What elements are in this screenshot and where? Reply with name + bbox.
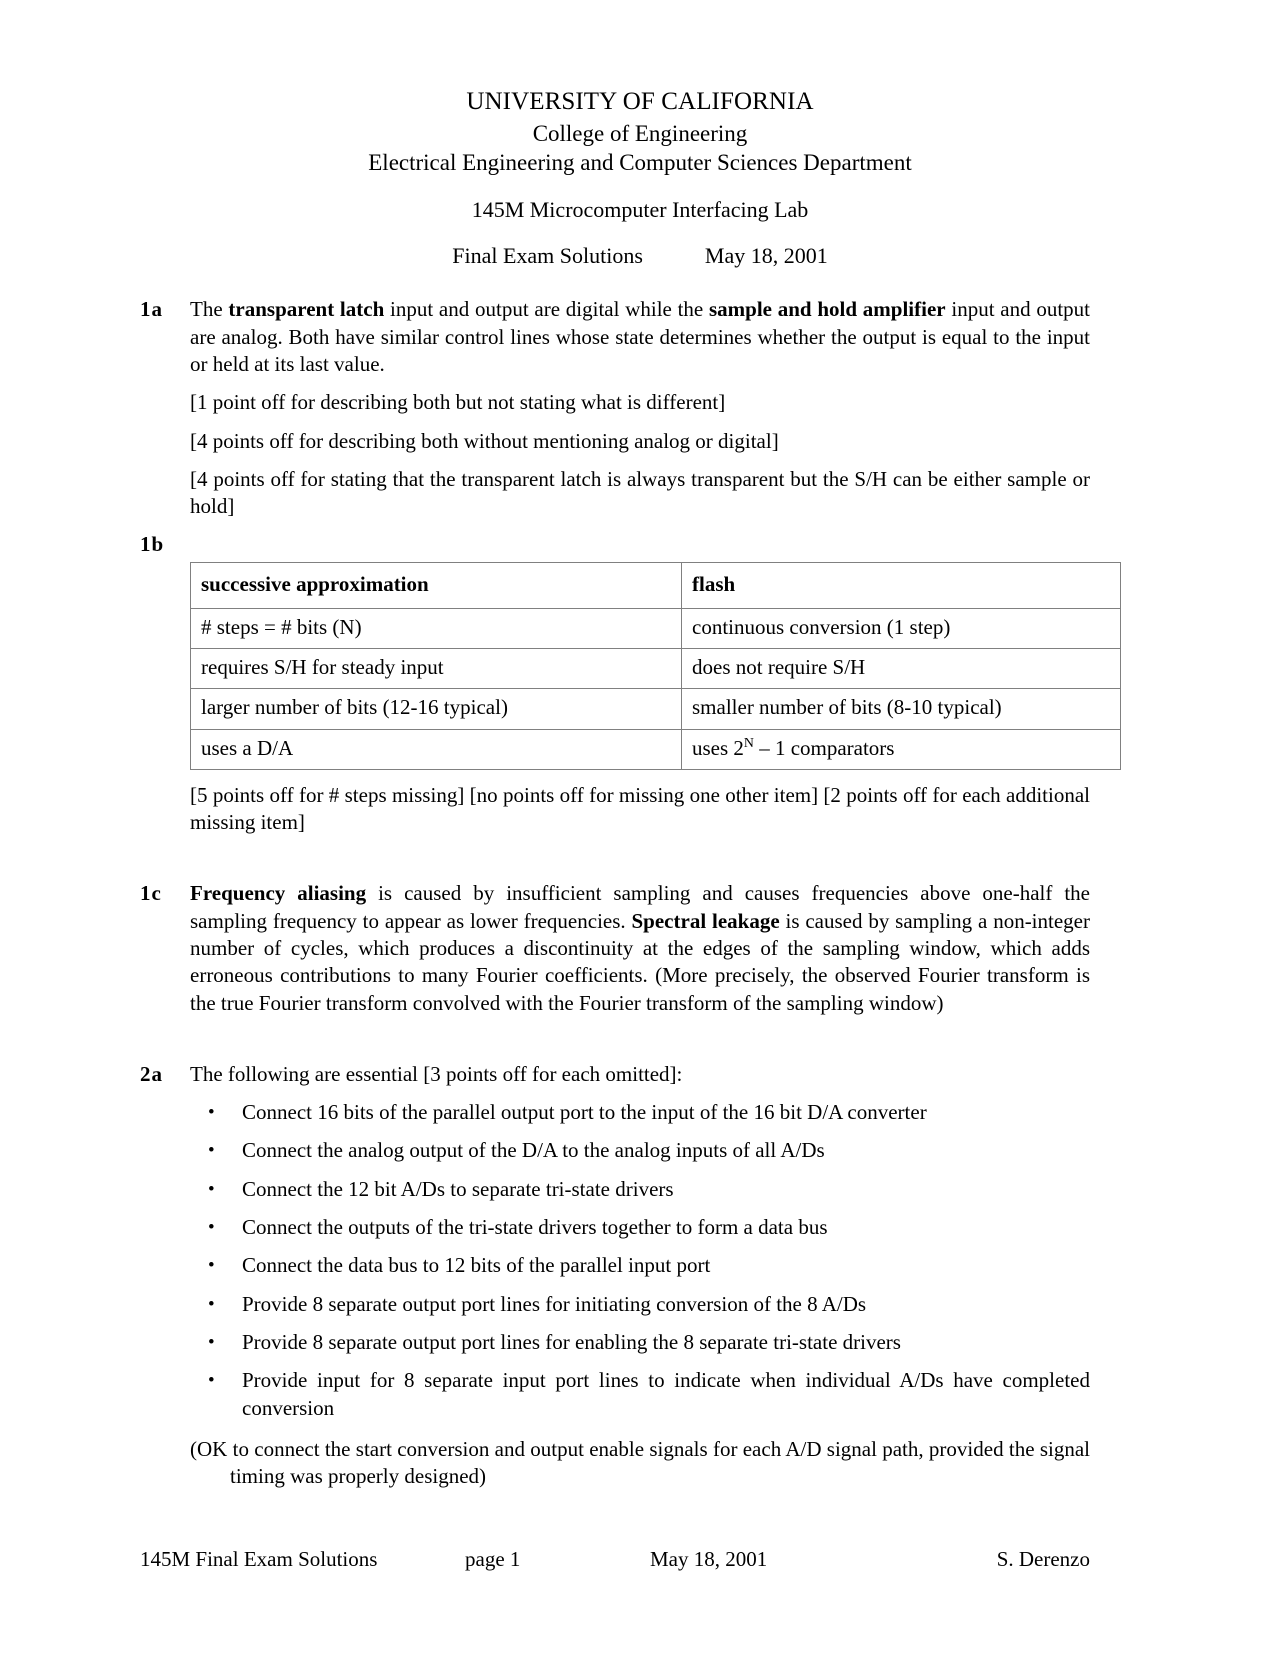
list-item [190, 1099, 1090, 1126]
list-item-text: Connect the analog output of the D/A to the analog inputs of all A/Ds [242, 1138, 825, 1163]
question-1a-answer [190, 296, 1090, 378]
answer-text-1: The [190, 297, 229, 322]
header-college: College of Engineering [532, 120, 748, 146]
header-exam-line [0, 242, 1280, 271]
bullet-icon: • [208, 1140, 215, 1162]
question-2a-body [190, 1061, 1090, 1491]
question-2a-bullet-list [190, 1099, 1090, 1422]
comparison-table-wrapper [190, 562, 1078, 770]
answer-text-3: input and output are analog. Both have similar control lines whose state determines whether the output is equal to the input or held at its last value. [190, 297, 1091, 377]
question-1a [140, 296, 1090, 520]
table-cell-sh-flash: does not require S/H [682, 649, 1121, 689]
list-item-text: Provide 8 separate output port lines for initiating conversion of the 8 A/Ds [242, 1291, 867, 1316]
question-1c-body [190, 880, 1090, 1016]
bullet-icon: • [208, 1331, 215, 1353]
question-1b-label: 1b [140, 531, 165, 556]
comparators-prefix: uses 2 [692, 735, 744, 760]
list-item [190, 1329, 1090, 1356]
list-item [190, 1291, 1090, 1318]
list-item-text: Provide 8 separate output port lines for enabling the 8 separate tri-state drivers [242, 1329, 901, 1354]
question-1b-note: [5 points off for # steps missing] [no points off for missing one other item] [2 points off for each additional missing item] [190, 782, 1090, 835]
table-header-row [191, 562, 1121, 608]
question-1a-note-1: [1 point off for describing both but not stating what is different] [190, 390, 726, 415]
list-item [190, 1252, 1090, 1279]
question-1c-answer [190, 880, 1090, 1016]
table-cell-sh-sa: requires S/H for steady input [191, 649, 682, 689]
header-department: Electrical Engineering and Computer Sciences Department [368, 150, 912, 176]
question-2a-closing-note-text: (OK to connect the start conversion and output enable signals for each A/D signal path, provided the signal timing was properly designed) [190, 1436, 1090, 1489]
table-row [191, 609, 1121, 649]
list-item-text: Provide input for 8 separate input port lines to indicate when individual A/Ds have completed conversion [242, 1368, 1090, 1420]
page-footer [140, 1547, 1090, 1572]
answer-bold-frequency-aliasing: Frequency aliasing [190, 881, 367, 906]
comparators-suffix: – 1 comparators [753, 735, 895, 760]
document-content [140, 270, 1090, 1490]
question-2a-intro: The following are essential [3 points off for each omitted]: [190, 1061, 683, 1086]
question-2a [140, 1061, 1090, 1491]
question-1c-label: 1c [140, 881, 162, 906]
list-item [190, 1137, 1090, 1164]
question-1a-label: 1a [140, 297, 163, 322]
header-university: UNIVERSITY OF CALIFORNIA [466, 88, 814, 115]
question-1a-body [190, 296, 1090, 520]
list-item [190, 1214, 1090, 1241]
list-item-text: Connect 16 bits of the parallel output port to the input of the 16 bit D/A converter [242, 1100, 927, 1125]
document-header [0, 0, 1280, 270]
footer-page-number: page 1 [465, 1547, 521, 1571]
table-row [191, 649, 1121, 689]
table-cell-da-sa: uses a D/A [191, 729, 682, 769]
answer-text-leakage: is caused by sampling a non-integer number of cycles, which produces a discontinuity at the edges of the sampling window, which adds erroneous contributions to many Fourier coefficients. (More precisely, the observed Fourier transform is the true Fourier transform convolved with the Fourier transform of the sampling window) [190, 908, 1090, 1015]
list-item [190, 1176, 1090, 1203]
answer-text-2: input and output are digital while the [384, 297, 709, 322]
answer-bold-spectral-leakage: Spectral leakage [631, 908, 780, 933]
bullet-icon: • [208, 1178, 215, 1200]
answer-text-aliasing: is caused by insufficient sampling and causes frequencies above one-half the sampling frequency to appear as lower frequencies. [190, 881, 1090, 933]
bullet-icon: • [208, 1293, 215, 1315]
list-item-text: Connect the 12 bit A/Ds to separate tri-state drivers [242, 1176, 674, 1201]
question-1c [140, 880, 1090, 1016]
bullet-icon: • [208, 1255, 215, 1277]
table-header-successive-approximation: successive approximation [191, 562, 682, 608]
footer-title: 145M Final Exam Solutions [140, 1547, 378, 1571]
comparison-table [190, 562, 1121, 770]
header-exam-title: Final Exam Solutions [452, 242, 643, 268]
list-item-text: Connect the outputs of the tri-state drivers together to form a data bus [242, 1215, 828, 1240]
bullet-icon: • [208, 1370, 215, 1392]
table-cell-comparators-flash [682, 729, 1121, 769]
list-item-text: Connect the data bus to 12 bits of the parallel input port [242, 1253, 711, 1278]
table-cell-bits-sa: larger number of bits (12-16 typical) [191, 689, 682, 729]
footer-author: S. Derenzo [996, 1547, 1090, 1571]
comparators-exponent: N [743, 734, 754, 750]
question-1a-note-3: [4 points off for stating that the transparent latch is always transparent but the S/H can be either sample or hold] [190, 466, 1090, 519]
table-cell-steps-flash: continuous conversion (1 step) [682, 609, 1121, 649]
table-row [191, 689, 1121, 729]
table-header-flash: flash [682, 562, 1121, 608]
footer-date: May 18, 2001 [650, 1547, 768, 1571]
header-course: 145M Microcomputer Interfacing Lab [471, 197, 809, 223]
question-2a-label: 2a [140, 1061, 163, 1086]
table-row [191, 729, 1121, 769]
header-exam-date: May 18, 2001 [704, 242, 828, 268]
list-item [190, 1367, 1090, 1422]
answer-bold-sample-hold: sample and hold amplifier [709, 297, 946, 322]
answer-bold-transparent-latch: transparent latch [228, 297, 385, 322]
question-1a-note-2: [4 points off for describing both without mentioning analog or digital] [190, 428, 779, 453]
question-1b [140, 531, 1090, 837]
table-cell-steps-sa: # steps = # bits (N) [191, 609, 682, 649]
bullet-icon: • [208, 1102, 215, 1124]
table-cell-bits-flash: smaller number of bits (8-10 typical) [682, 689, 1121, 729]
bullet-icon: • [208, 1217, 215, 1239]
question-2a-closing-note [190, 1436, 1090, 1491]
